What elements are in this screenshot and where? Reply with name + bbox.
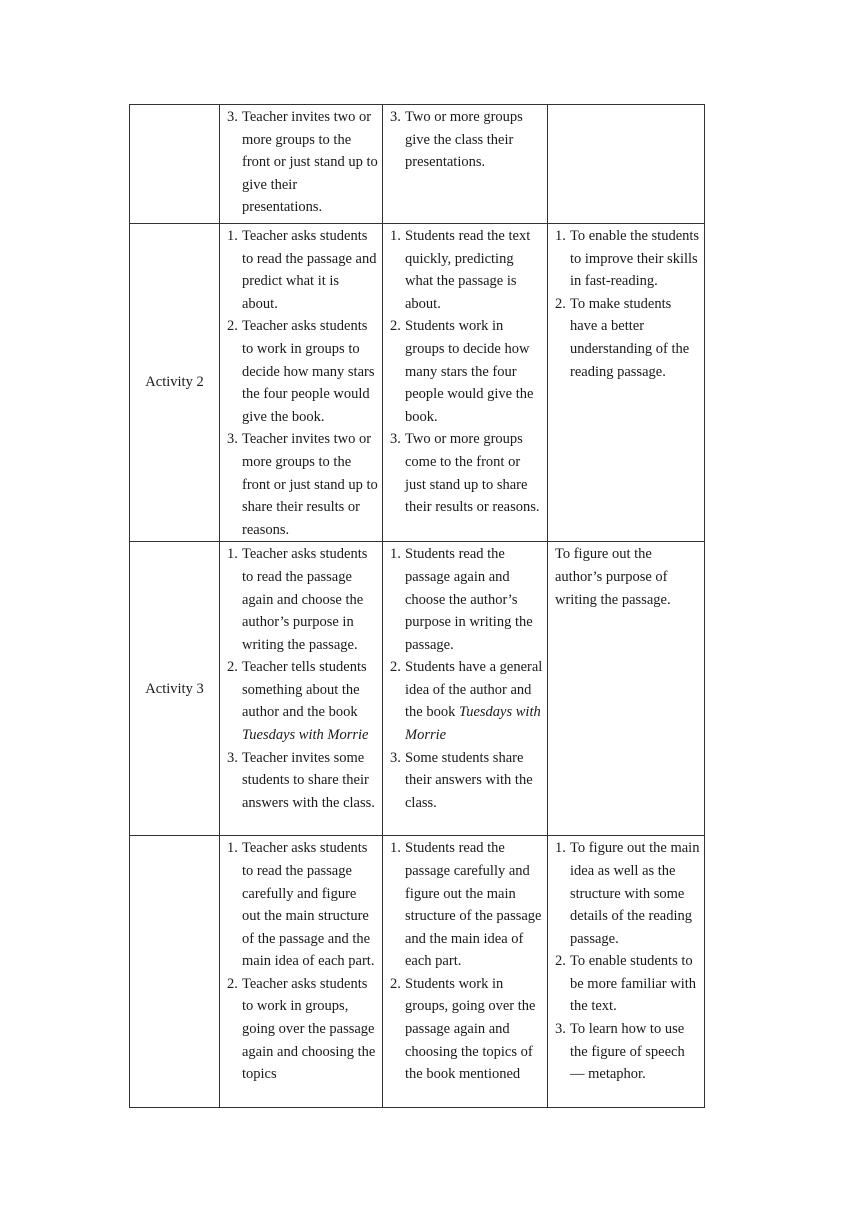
activity-cell [130, 542, 220, 836]
activity-label: Activity 2 [145, 374, 204, 391]
list-item: 3. Two or more groups give the class their presentations. [390, 109, 523, 171]
teacher-activity-cell [220, 836, 383, 1108]
purpose-cell [548, 224, 705, 542]
list-item: 1. Students read the passage again and choose the author’s purpose in writing the passage. [390, 546, 533, 653]
student-activity-cell [383, 224, 548, 542]
list-item: 2. Teacher asks students to work in groups to decide how many stars the four people would give the book. [227, 318, 375, 425]
list-item: 1. Students read the passage carefully and figure out the main structure of the passage and the main idea of each part. [390, 840, 542, 970]
list-item: 3. Teacher invites some students to share their answers with the class. [227, 749, 375, 811]
list-item: 3. Two or more groups come to the front or just stand up to share their results or reasons. [390, 431, 540, 516]
teacher-activity-cell [220, 542, 383, 836]
list-item: 3. Teacher invites two or more groups to the front or just stand up to give their presentations. [227, 109, 378, 216]
table-row [130, 105, 705, 224]
list-item: 2. To make students have a better understanding of the reading passage. [555, 295, 690, 380]
list-item: 2. Students have a general idea of the author and the book Tuesdays with Morrie [390, 659, 543, 744]
purpose-cell [548, 836, 705, 1108]
list-item: 3. To learn how to use the figure of speech — metaphor. [555, 1021, 685, 1083]
list-item: 2. Students work in groups to decide how many stars the four people would give the book. [390, 318, 534, 425]
list-item: 2. Teacher asks students to work in groups, going over the passage again and choosing the topics [227, 975, 376, 1083]
activity-label: Activity 3 [145, 680, 204, 697]
list-item: 1. Teacher asks students to read the passage and predict what it is about. [227, 228, 377, 312]
activity-cell [130, 105, 220, 224]
list-item: 2. To enable students to be more familiar with the text. [555, 953, 697, 1015]
teacher-activity-cell [220, 224, 383, 542]
table-row [130, 836, 705, 1108]
purpose-cell [548, 105, 705, 224]
list-item: 1. To enable the students to improve their skills in fast-reading. [555, 228, 700, 290]
purpose-text: To figure out the author’s purpose of writing the passage. [555, 546, 671, 608]
list-item: 1. Students read the text quickly, predicting what the passage is about. [390, 228, 531, 312]
list-item: 1. Teacher asks students to read the passage carefully and figure out the main structure of the passage and the main idea of each part. [227, 840, 375, 970]
list-item: 1. To figure out the main idea as well as the structure with some details of the reading passage. [555, 840, 700, 947]
student-activity-cell [383, 542, 548, 836]
student-activity-cell [383, 105, 548, 224]
lesson-plan-table [129, 104, 705, 1108]
list-item: 2. Students work in groups, going over the passage again and choosing the topics of the book mentioned [390, 975, 536, 1083]
list-item: 3. Some students share their answers with the class. [390, 749, 533, 811]
table-row [130, 224, 705, 542]
list-item: 1. Teacher asks students to read the passage again and choose the author’s purpose in writing the passage. [227, 546, 368, 653]
book-title: Tuesdays with Morrie [242, 727, 369, 744]
list-item: 2. Teacher tells students something about the author and the book Tuesdays with Morrie [227, 659, 369, 744]
student-activity-cell [383, 836, 548, 1108]
activity-cell [130, 836, 220, 1108]
purpose-cell [548, 542, 705, 836]
table-row [130, 542, 705, 836]
activity-cell [130, 224, 220, 542]
book-title: Tuesdays with Morrie [405, 704, 541, 744]
teacher-activity-cell [220, 105, 383, 224]
list-item: 3. Teacher invites two or more groups to the front or just stand up to share their results or reasons. [227, 431, 378, 538]
